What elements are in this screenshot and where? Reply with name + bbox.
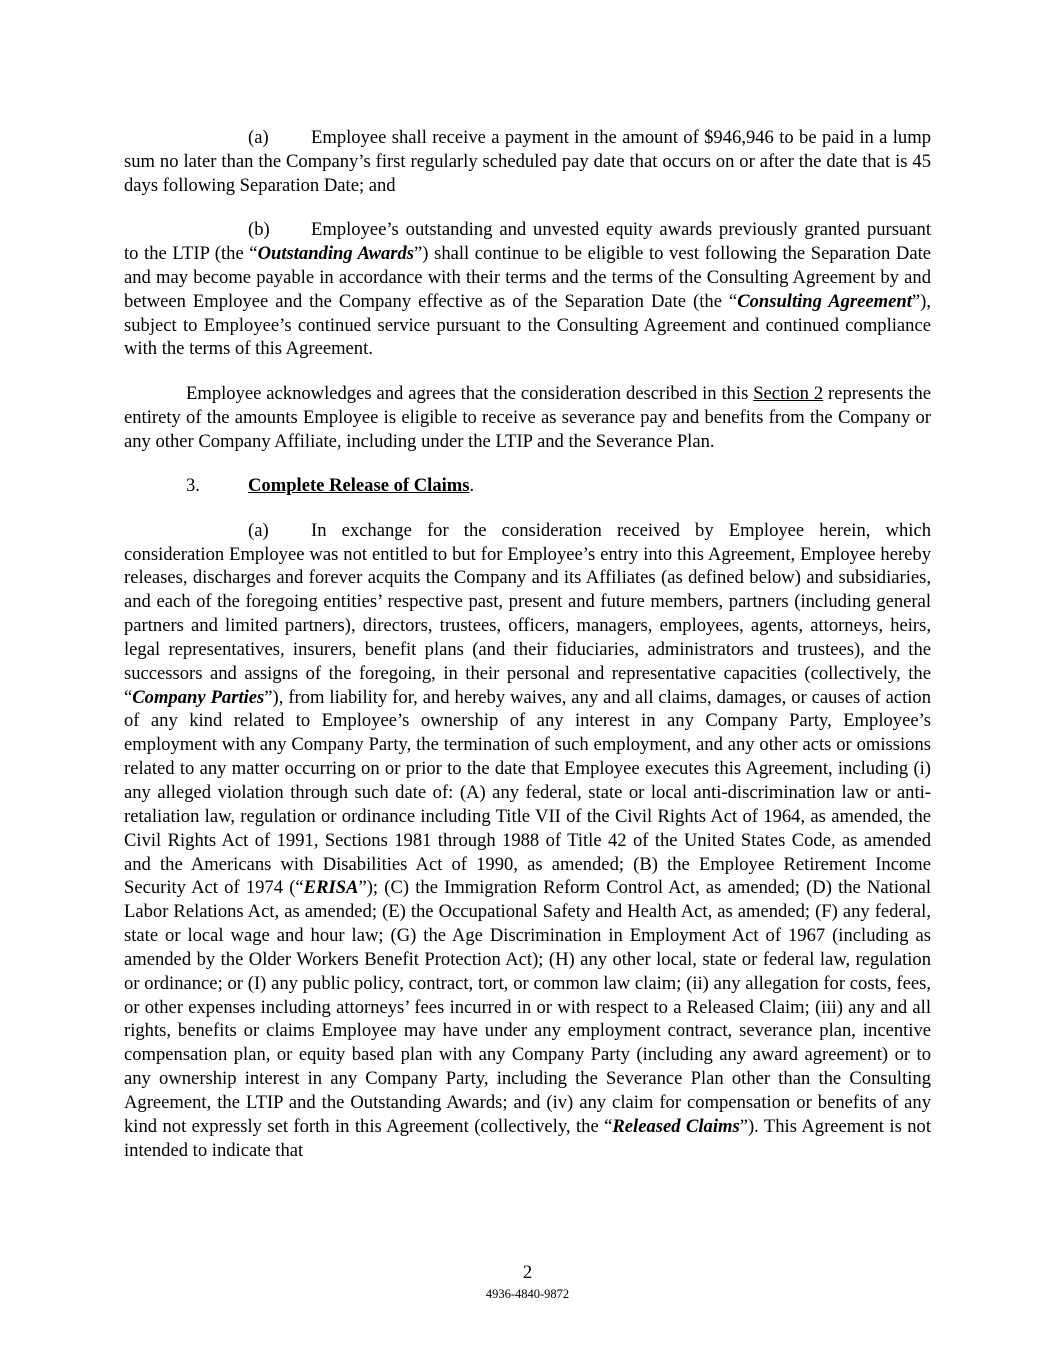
paragraph-2b <box>124 218 931 361</box>
defined-term: Released Claims <box>612 1115 740 1137</box>
paragraph-text: ”); (C) the Immigration Reform Control Act, as amended; (D) the National Labor Relations Act, as amended; (E) the Occupational Safety and Health Act, as amended; (F) any federal, state or local wage and hour law; (G) the Age Discrimination in Employment Act of 1967 (including as amended by the Older Workers Benefit Protection Act); (H) any other local, state or federal law, regulation or ordinance; or (I) any public policy, contract, tort, or common law claim; (ii) any allegation for costs, fees, or other expenses including attorneys’ fees incurred in or with respect to a Released Claim; (iii) any and all rights, benefits or claims Employee may have under any employment contract, severance plan, incentive compensation plan, or equity based plan with any Company Party (including any award agreement) or to any ownership interest in any Company Party, including the Severance Plan other than the Consulting Agreement, the LTIP and the Outstanding Awards; and (iv) any claim for compensation or benefits of any kind not expressly set forth in this Agreement (collectively, the “ <box>124 877 932 1137</box>
paragraph-text: In exchange for the consideration received by Employee herein, which consideration Employee was not entitled to but for Employee’s entry into this Agreement, Employee hereby releases, discharges and forever acquits the Company and its Affiliates (as defined below) and subsidiaries, and each of the foregoing entities’ respective past, present and future members, partners (including general partners and limited partners), directors, trustees, officers, managers, employees, agents, attorneys, heirs, legal representatives, insurers, benefit plans (and their fiduciaries, administrators and trustees), and the successors and assigns of the foregoing, in their personal and representative capacities (collectively, the “ <box>124 519 931 708</box>
section-heading <box>124 474 931 498</box>
paragraph-text: Employee shall receive a payment in the amount of $946,946 to be paid in a lump sum no later than the Company’s first regularly scheduled pay date that occurs on or after the date that is 45 days following Separation Date; and <box>124 127 931 196</box>
paragraph-text: Employee’s outstanding and unvested equity awards previously granted pursuant to the LTIP (the “ <box>124 219 931 265</box>
defined-term: ERISA <box>303 877 359 899</box>
paragraph-text: ”), from liability for, and hereby waives, any and all claims, damages, or causes of action of any kind related to Employee’s ownership of any interest in any Company Party, Employee’s employment with any Company Party, the termination of such employment, and any other acts or omissions related to any matter occurring on or prior to the date that Employee executes this Agreement, including (i) any alleged violation through such date of: (A) any federal, state or local anti-discrimination law or anti-retaliation law, regulation or ordinance including Title VII of the Civil Rights Act of 1964, as amended, the Civil Rights Act of 1991, Sections 1981 through 1988 of Title 42 of the United States Code, as amended and the Americans with Disabilities Act of 1990, as amended; (B) the Employee Retirement Income Security Act of 1974 (“ <box>124 686 931 899</box>
document-id: 4936-4840-9872 <box>485 1287 570 1301</box>
paragraph-text: ”), subject to Employee’s continued service pursuant to the Consulting Agreement and continued compliance with the terms of this Agreement. <box>124 290 931 360</box>
paragraph-2a <box>124 126 931 198</box>
item-marker: (a) <box>248 127 269 148</box>
paragraph-text: ”) shall continue to be eligible to vest following the Separation Date and may become payable in accordance with their terms and the terms of the Consulting Agreement by and between Employee and the Company effective as of the Separation Date (the “ <box>124 243 931 312</box>
section-title: Complete Release of Claims <box>248 475 470 497</box>
defined-term: Company Parties <box>132 686 265 708</box>
item-marker: (a) <box>248 519 269 541</box>
defined-term: Outstanding Awards <box>257 243 415 265</box>
section-reference: Section 2 <box>753 382 824 404</box>
item-marker: (b) <box>248 219 270 241</box>
section-number: 3. <box>186 475 200 497</box>
paragraph-acknowledgement <box>124 382 931 454</box>
paragraph-text: Employee acknowledges and agrees that the consideration described in this <box>186 382 754 404</box>
paragraph-text: represents the entirety of the amounts Employee is eligible to receive as severance pay and benefits from the Company or any other Company Affiliate, including under the LTIP and the Severance Plan. <box>124 382 932 452</box>
section-title-period: . <box>469 475 475 497</box>
paragraph-3a <box>124 519 931 1163</box>
paragraph-text: ”). This Agreement is not intended to indicate that <box>124 1115 931 1161</box>
defined-term: Consulting Agreement <box>737 290 912 312</box>
document-page <box>124 126 931 1163</box>
page-number: 2 <box>522 1262 533 1283</box>
